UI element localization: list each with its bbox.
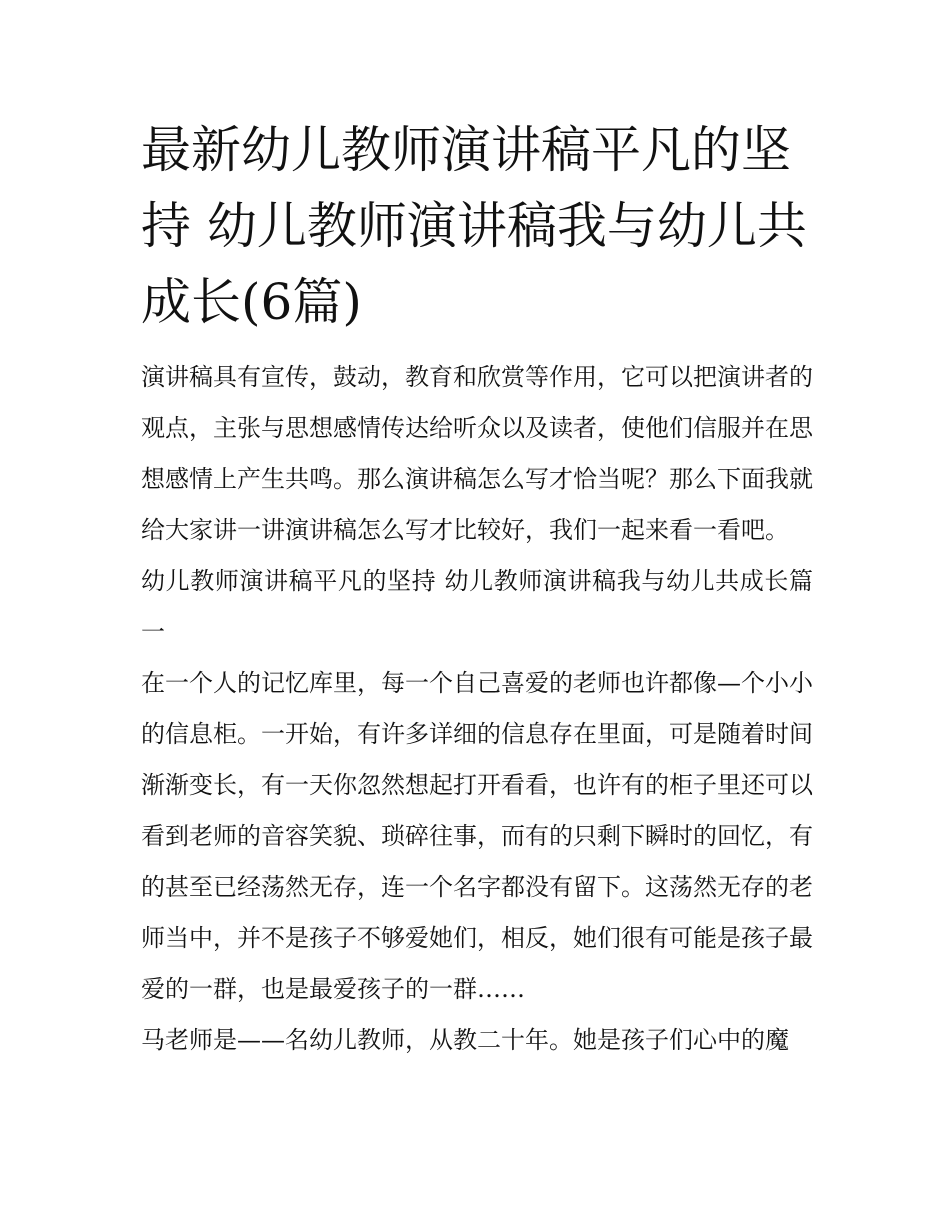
intro-paragraph: 演讲稿具有宣传，鼓动，教育和欣赏等作用，它可以把演讲者的观点，主张与思想感情传达给听众以及读者，使他们信服并在思想感情上产生共鸣。那么演讲稿怎么写才恰当呢？那么下面我就给大家讲一讲演讲稿怎么写才比较好，我们一起来看一看吧。 xyxy=(141,363,813,544)
document-page xyxy=(141,112,813,1066)
body-paragraph-2: 马老师是——名幼儿教师，从教二十年。她是孩子们心中的魔 xyxy=(141,1026,789,1054)
section-heading: 幼儿教师演讲稿平凡的坚持 幼儿教师演讲稿我与幼儿共成长篇一 xyxy=(141,567,813,646)
document-title: 最新幼儿教师演讲稿平凡的坚持 幼儿教师演讲稿我与幼儿共成长(6篇) xyxy=(141,121,807,331)
body-paragraph-1: 在一个人的记忆库里，每一个自己喜爱的老师也许都像—个小小的信息柜。一开始，有许多详细的信息存在里面，可是随着时间渐渐变长，有一天你忽然想起打开看看，也许有的柜子里还可以看到老师的音容笑貌、琐碎往事，而有的只剩下瞬时的回忆，有的甚至已经荡然无存，连一个名字都没有留下。这荡然无存的老师当中，并不是孩子不够爱她们，相反，她们很有可能是孩子最爱的一群，也是最爱孩子的一群…… xyxy=(141,669,813,1003)
